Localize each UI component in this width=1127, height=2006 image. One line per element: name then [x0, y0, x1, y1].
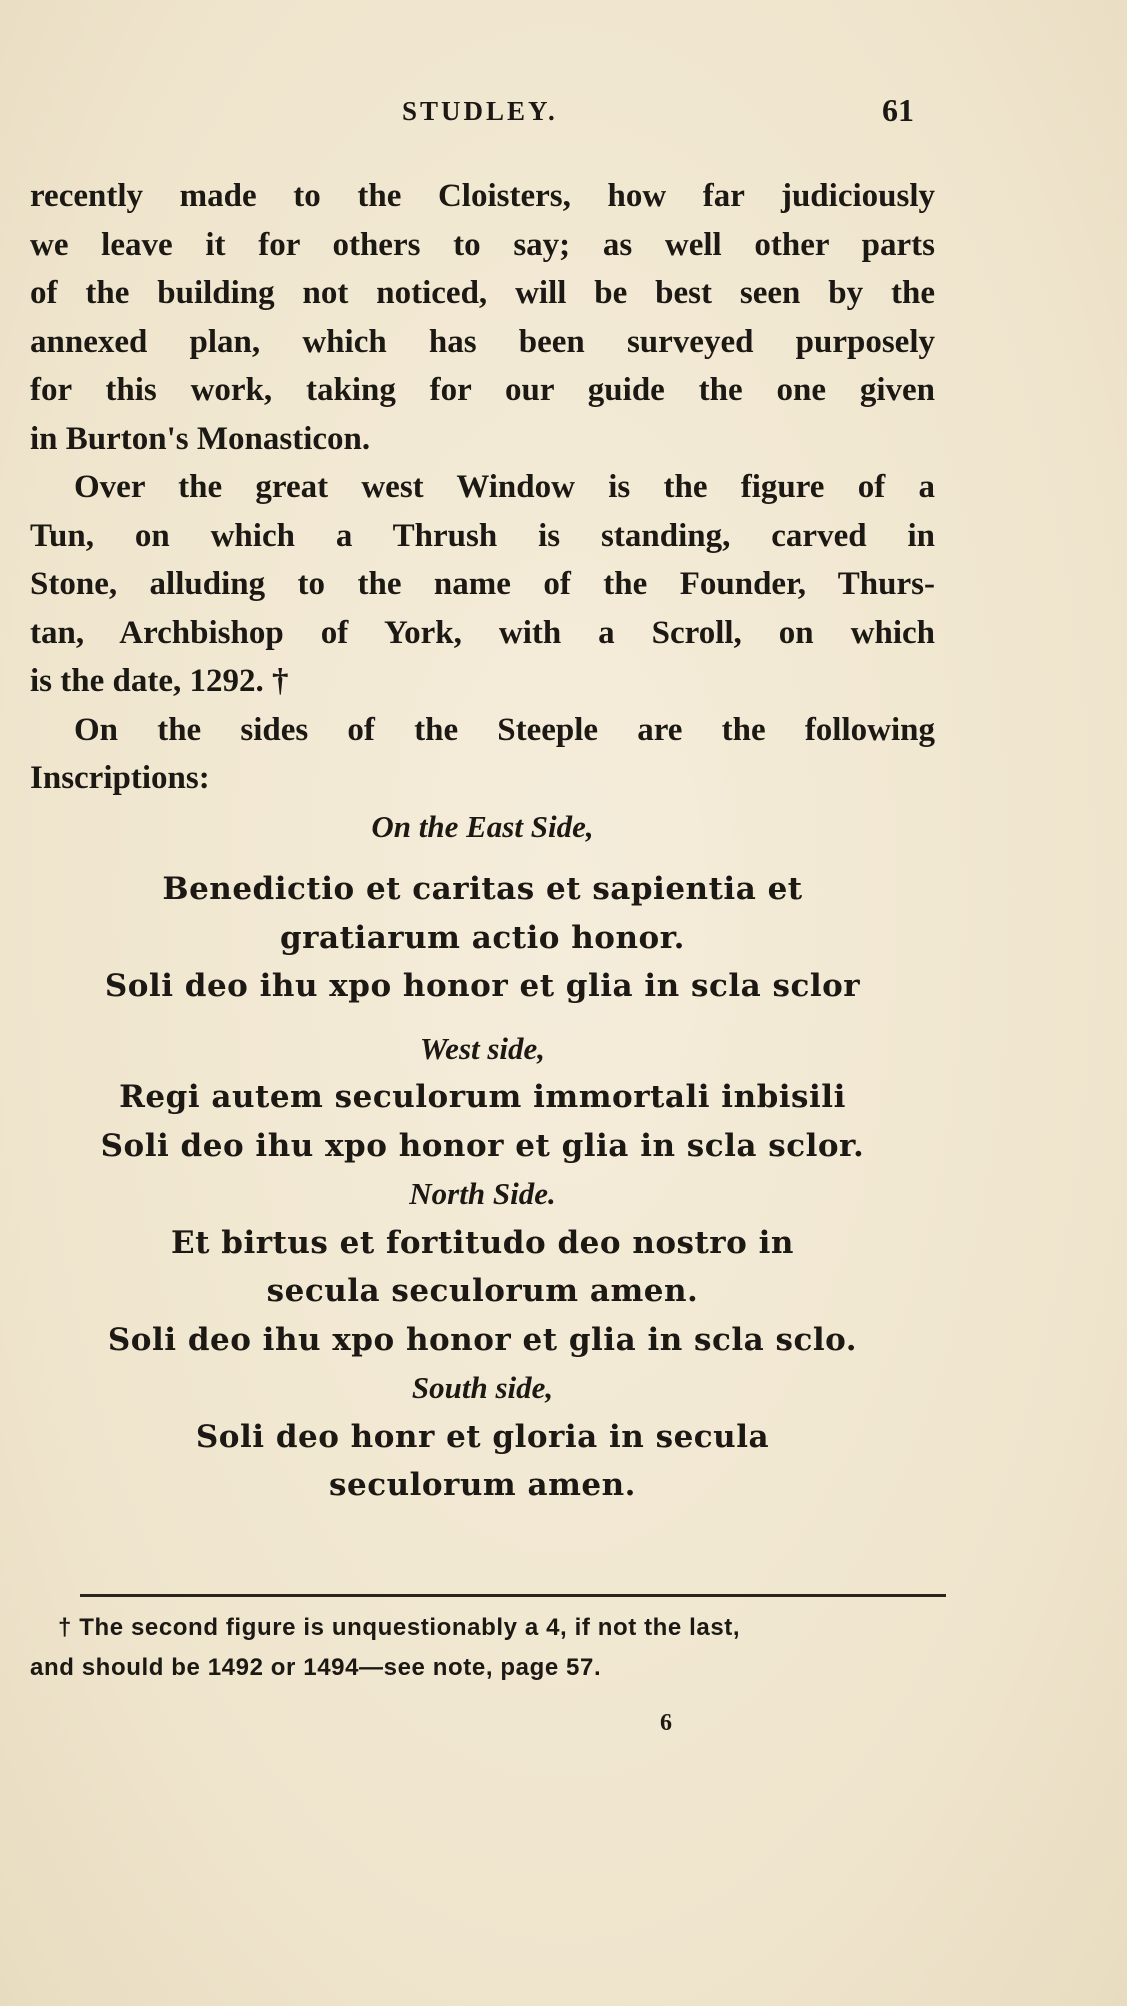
paragraph-cloisters — [30, 172, 935, 463]
inscription-line: Benedictio et caritas et sapientia et — [162, 871, 803, 907]
running-head: STUDLEY. — [402, 96, 558, 126]
page-header — [0, 92, 1127, 132]
paragraph-west-window — [30, 463, 935, 706]
text-line: Inscriptions: — [30, 760, 210, 796]
footnote-line: † The second figure is unquestionably a 4, if not the last, — [58, 1614, 741, 1641]
text-line: tan, Archbishop of York, with a Scroll, on which — [30, 614, 935, 651]
text-line: for this work, taking for our guide the one given — [30, 372, 935, 408]
inscription-line: Soli deo ihu xpo honor et glia in scla sclor. — [100, 1127, 865, 1164]
north-side-heading: North Side. — [409, 1176, 556, 1211]
footnote-line: and should be 1492 or 1494—see note, page 57. — [30, 1654, 602, 1681]
inscription-line: seculorum amen. — [329, 1467, 636, 1503]
east-side-heading: On the East Side, — [371, 808, 594, 844]
footnote-rule — [80, 1594, 946, 1597]
west-side-heading: West side, — [419, 1030, 546, 1066]
inscription-line: Soli deo honr et gloria in secula — [195, 1418, 770, 1455]
signature-mark: 6 — [660, 1710, 672, 1736]
text-line: On the sides of the Steeple are the following — [74, 711, 935, 748]
text-line: Stone, alluding to the name of the Founder, Thurs- — [30, 566, 935, 602]
text-line: recently made to the Cloisters, how far judiciously — [30, 178, 935, 214]
body-text — [30, 172, 935, 1510]
text-line: annexed plan, which has been surveyed purposely — [30, 323, 935, 360]
text-line: Tun, on which a Thrush is standing, carved in — [30, 517, 935, 554]
text-line: in Burton's Monasticon. — [30, 420, 371, 457]
text-line: is the date, 1292. † — [30, 663, 289, 699]
inscription-line: gratiarum actio honor. — [280, 919, 685, 956]
text-line: of the building not noticed, will be best seen by the — [30, 275, 935, 311]
page-number: 61 — [882, 92, 914, 128]
footnote — [30, 1608, 945, 1688]
paragraph-steeple — [30, 706, 935, 803]
text-line: Over the great west Window is the figure of a — [74, 469, 935, 505]
text-line: we leave it for others to say; as well other parts — [30, 226, 935, 263]
inscription-line: Regi autem seculorum immortali inbisili — [119, 1079, 846, 1115]
inscriptions — [30, 803, 935, 1510]
inscription-line: Soli deo ihu xpo honor et glia in scla sclo. — [107, 1321, 858, 1358]
inscription-line: secula seculorum amen. — [266, 1273, 699, 1309]
inscription-line: Et birtus et fortitudo deo nostro in — [171, 1224, 794, 1261]
inscription-line: Soli deo ihu xpo honor et glia in scla sclor — [104, 968, 861, 1004]
south-side-heading: South side, — [411, 1370, 554, 1405]
